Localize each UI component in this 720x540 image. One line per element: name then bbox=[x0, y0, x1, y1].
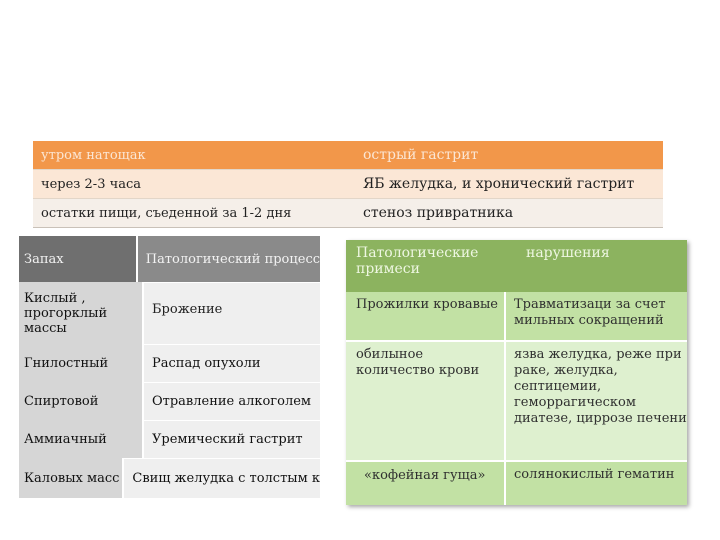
table-row bbox=[346, 292, 687, 342]
table-cell-overlap: Брожение bbox=[152, 302, 223, 317]
table-cell: Травматизаци за счет мильных сокращений bbox=[504, 292, 687, 340]
header-cell: утром натощак bbox=[41, 147, 146, 163]
header-cell: Патологический процесс bbox=[138, 236, 320, 282]
table-header-row bbox=[33, 141, 663, 170]
table-smell bbox=[19, 236, 320, 498]
table-cell: Прожилки кровавые bbox=[356, 297, 498, 312]
table-cell: обилыное количество крови bbox=[356, 347, 480, 378]
table-cell: Отравление алкоголем bbox=[152, 393, 312, 409]
table-cell: язва желудка, реже при раке, желудка, септицемии, геморрагическом диатезе, циррозе печени bbox=[504, 342, 687, 460]
table-header-row bbox=[346, 240, 687, 292]
table-row bbox=[346, 460, 687, 505]
table-cell: стеноз привратника bbox=[363, 205, 514, 221]
table-impurities bbox=[346, 240, 687, 505]
table-cell: Свищ желудка с толстым к bbox=[132, 470, 320, 486]
table-cell: Каловых масс bbox=[19, 458, 124, 498]
table-cell: солянокислый гематин bbox=[504, 462, 687, 505]
table-row bbox=[19, 382, 320, 421]
table-stomach-timing bbox=[33, 141, 663, 228]
table-header-row bbox=[19, 236, 320, 283]
table-cell: Уремический гастрит bbox=[152, 431, 303, 447]
header-cell: острый гастрит bbox=[363, 147, 479, 163]
table-cell: Спиртовой bbox=[19, 382, 144, 420]
header-cell: Патологические примеси bbox=[356, 245, 479, 277]
table-cell: Аммиачный bbox=[19, 420, 144, 458]
table-row bbox=[19, 458, 320, 498]
table-cell: Распад опухоли bbox=[152, 355, 261, 371]
table-row bbox=[33, 199, 663, 228]
table-cell bbox=[19, 282, 144, 344]
table-cell: через 2-3 часа bbox=[41, 176, 141, 192]
table-cell: ЯБ желудка, и хронический гастрит bbox=[363, 176, 635, 192]
header-cell: нарушения bbox=[526, 245, 610, 261]
table-row bbox=[33, 170, 663, 199]
cell-text: Кислый , прогорклый массы bbox=[24, 290, 108, 336]
header-cell: Запах bbox=[19, 236, 138, 282]
table-row bbox=[346, 342, 687, 460]
table-row bbox=[19, 420, 320, 459]
table-cell: Гнилостный bbox=[19, 344, 144, 382]
table-cell: «кофейная гуща» bbox=[364, 468, 486, 483]
table-row bbox=[19, 344, 320, 383]
table-cell: остатки пищи, съеденной за 1-2 дня bbox=[41, 205, 292, 221]
